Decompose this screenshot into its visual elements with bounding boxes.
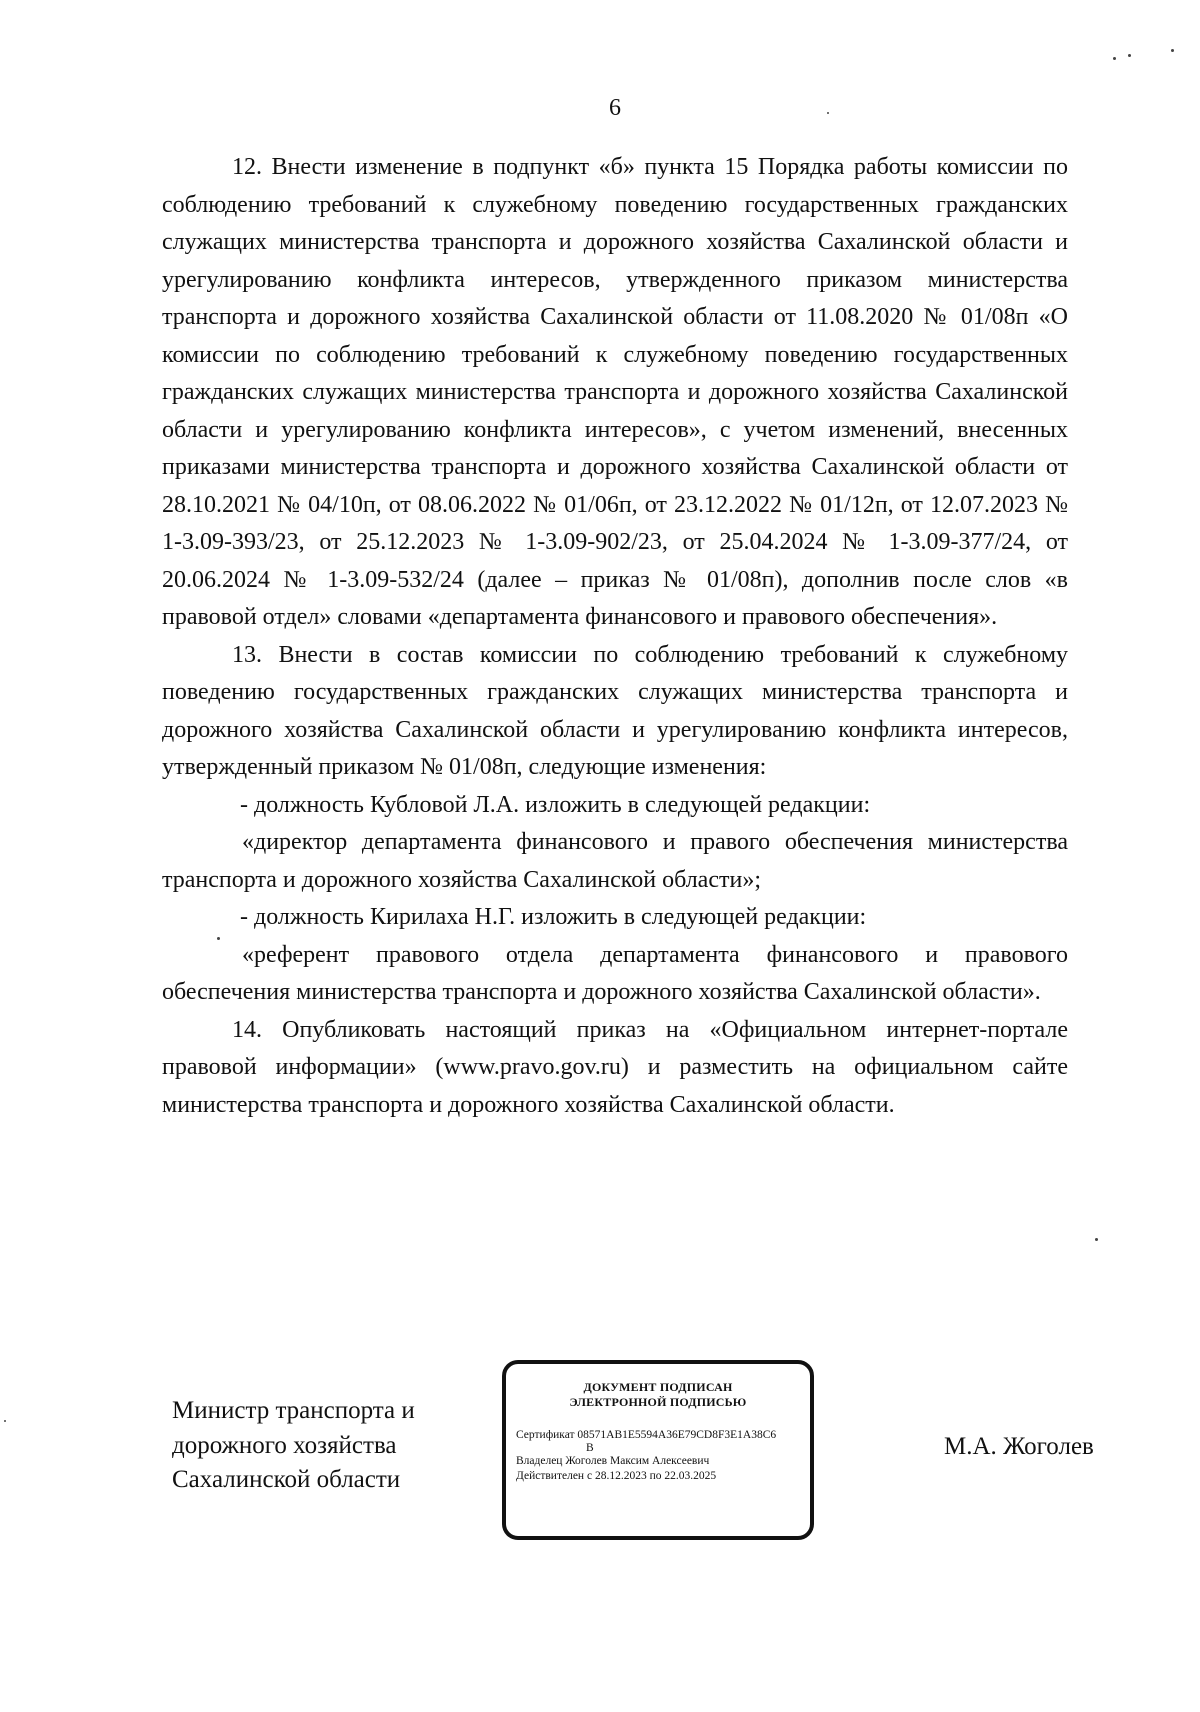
signatory-position-line: Министр транспорта и bbox=[172, 1397, 415, 1424]
stamp-heading-line: ЭЛЕКТРОННОЙ ПОДПИСЬЮ bbox=[569, 1395, 747, 1409]
stamp-heading bbox=[506, 1380, 810, 1410]
scan-speck bbox=[827, 112, 829, 114]
scan-speck bbox=[1171, 49, 1174, 52]
scan-speck bbox=[1128, 54, 1131, 57]
paragraph-14: 14. Опубликовать настоящий приказ на «Официальном интернет-портале правовой информации» (www.pravo.gov.ru) и разместить на официальном сайте министерства транспорта и дорожного хозяйства Сахалинской области. bbox=[162, 1016, 1068, 1118]
paragraph-12: 12. Внести изменение в подпункт «б» пункта 15 Порядка работы комиссии по соблюдению требований к служебному поведению государственных гражданских служащих министерства транспорта и дорожного хозяйства Сахалинской области и урегулированию конфликта интересов, утвержденного приказом министерства транспорта и дорожного хозяйства Сахалинской области от 11.08.2020 № 01/08п «О комиссии по соблюдению требований к служебному поведению государственных гражданских служащих министерства транспорта и дорожного хозяйства Сахалинской области и урегулированию конфликта интересов», с учетом изменений, внесенных приказами министерства транспорта и дорожного хозяйства Сахалинской области от 28.10.2021 № 04/10п, от 08.06.2022 № 01/06п, от 23.12.2022 № 01/12п, от 12.07.2023 № 1-3.09-393/23, от 25.12.2023 № 1-3.09-902/23, от 25.04.2024 № 1-3.09-377/24, от 20.06.2024 № 1-3.09-532/24 (далее – приказ № 01/08п), дополнив после слов «в правовой отдел» словами «департамента финансового и правового обеспечения». bbox=[162, 154, 1068, 630]
paragraph-13-quote-1: «директор департамента финансового и правого обеспечения министерства транспорта и дорожного хозяйства Сахалинской области»; bbox=[162, 829, 1068, 893]
stamp-certificate-suffix: B bbox=[586, 1442, 594, 1454]
signatory-position bbox=[172, 1394, 415, 1498]
stamp-certificate: Сертификат 08571AB1E5594A36E79CD8F3E1A38C6 bbox=[516, 1429, 777, 1441]
electronic-signature-stamp bbox=[502, 1360, 814, 1540]
page-number: 6 bbox=[609, 95, 621, 121]
scan-speck bbox=[1113, 57, 1116, 60]
signatory-name: М.А. Жоголев bbox=[944, 1433, 1094, 1460]
paragraph-13-item-1: - должность Кубловой Л.А. изложить в следующей редакции: bbox=[240, 791, 871, 818]
paragraph-13-quote-2: «референт правового отдела департамента финансового и правового обеспечения министерства транспорта и дорожного хозяйства Сахалинской области». bbox=[162, 941, 1068, 1005]
document-body bbox=[162, 149, 1068, 1124]
scan-speck bbox=[4, 1420, 6, 1422]
signatory-position-line: Сахалинской области bbox=[172, 1466, 401, 1493]
signatory-position-line: дорожного хозяйства bbox=[172, 1431, 397, 1459]
paragraph-13: 13. Внести в состав комиссии по соблюдению требований к служебному поведению государственных гражданских служащих министерства транспорта и дорожного хозяйства Сахалинской области и урегулированию конфликта интересов, утвержденный приказом № 01/08п, следующие изменения: bbox=[162, 641, 1068, 780]
paragraph-13-item-2: - должность Кирилаха Н.Г. изложить в следующей редакции: bbox=[240, 904, 867, 930]
scan-speck bbox=[217, 937, 220, 940]
stamp-validity: Действителен с 28.12.2023 по 22.03.2025 bbox=[516, 1470, 717, 1482]
stamp-owner: Владелец Жоголев Максим Алексеевич bbox=[516, 1455, 710, 1467]
scan-speck bbox=[1095, 1238, 1098, 1241]
stamp-heading-line: ДОКУМЕНТ ПОДПИСАН bbox=[583, 1380, 733, 1394]
